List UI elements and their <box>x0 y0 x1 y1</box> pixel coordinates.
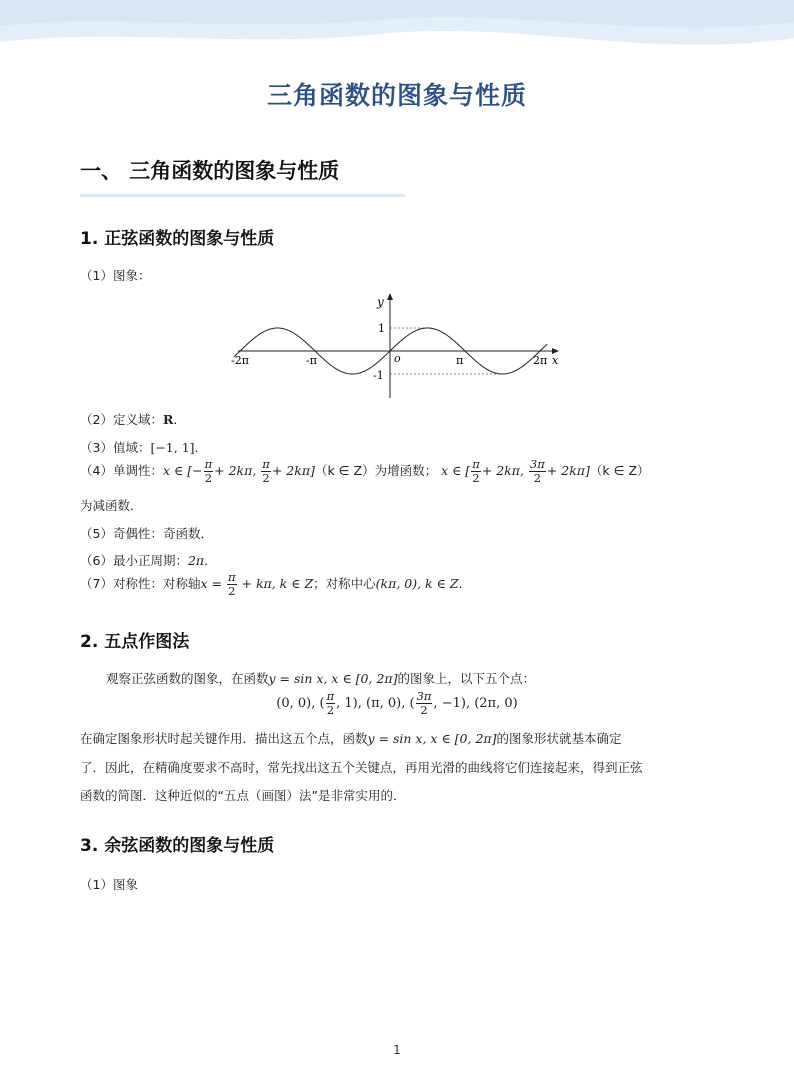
item-monotonicity: （4）单调性：x ∈ [− $\frac{\pi}{2}$ + 2kπ, $\frac{\pi}{2}$ + 2kπ]（k ∈ Z）为增函数； x ∈ [ $\frac{\pi}{2}$ + 2kπ, $\frac{3\pi}{2}$ + 2kπ]（k ∈ Z） <box>80 457 650 485</box>
five-points-formula: (0, 0), ( $\frac{\pi}{2}$ , 1), (π, 0), ( $\frac{3\pi}{2}$ , −1), (2π, 0) <box>276 689 518 717</box>
tick-label-neg1: -1 <box>373 369 384 382</box>
header-wave-decoration <box>0 0 794 60</box>
tick-label-1: 1 <box>378 322 385 335</box>
tick-label-2pi: 2π <box>533 354 548 367</box>
tick-label-neg-pi: -π <box>306 354 317 367</box>
item-parity: （5）奇偶性：奇函数． <box>80 526 213 541</box>
item-monotonicity-cont: 为减函数． <box>80 498 143 513</box>
subsection-title-sine: 1. 正弦函数的图象与性质 <box>80 229 275 249</box>
tick-label-pi: π <box>456 354 464 367</box>
five-point-para-line3: 函数的简图．这种近似的“五点（画图）法”是非常实用的． <box>80 788 406 803</box>
document-title: 三角函数的图象与性质 <box>266 81 527 110</box>
origin-label: o <box>394 352 401 365</box>
subsection-title-cosine: 3. 余弦函数的图象与性质 <box>80 836 275 856</box>
five-point-intro: 观察正弦函数的图象，在函数y = sin x, x ∈ [0, 2π]的图象上，以下五个点： <box>106 671 536 686</box>
item-period: （6）最小正周期：2π. <box>80 553 209 568</box>
item-symmetry: （7）对称性：对称轴x = $\frac{\pi}{2}$ + kπ, k ∈ Z；对称中心(kπ, 0), k ∈ Z. <box>80 570 463 598</box>
sine-graph <box>220 290 580 402</box>
section-underline <box>80 194 405 197</box>
x-axis-label: x <box>552 354 559 367</box>
section-title: 一、 三角函数的图象与性质 <box>80 159 340 183</box>
item-range: （3）值域：[−1, 1]. <box>80 440 199 455</box>
five-point-para-line2: 了．因此，在精确度要求不高时，常先找出这五个关键点，再用光滑的曲线将它们连接起来，得到正弦 <box>80 760 643 775</box>
page-number: 1 <box>393 1043 401 1057</box>
item-domain: （2）定义域：R. <box>80 412 178 427</box>
cosine-graph-label: （1）图象 <box>80 877 138 892</box>
item-graph-label: （1）图象： <box>80 268 151 283</box>
tick-label-neg-2pi: -2π <box>231 354 249 367</box>
y-axis-label: y <box>377 295 384 309</box>
subsection-title-five-point: 2. 五点作图法 <box>80 632 190 652</box>
five-point-para-line1: 在确定图象形状时起关键作用．描出这五个点，函数y = sin x, x ∈ [0, 2π]的图象形状就基本确定 <box>80 731 622 746</box>
